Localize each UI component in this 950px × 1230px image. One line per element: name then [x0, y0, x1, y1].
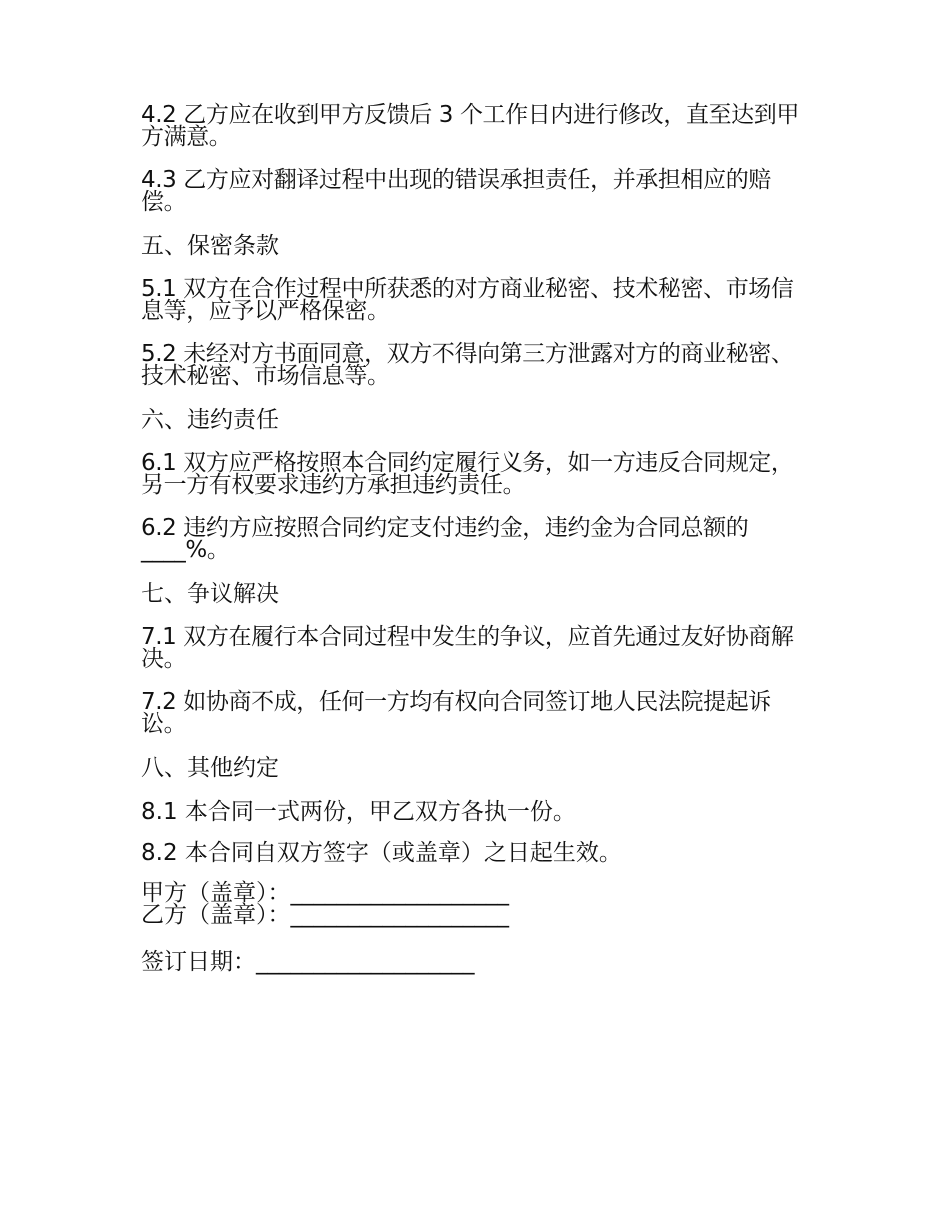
clause-5-2: 5.2 未经对方书面同意，双方不得向第三方泄露对方的商业秘密、技术秘密、市场信息等。 — [141, 341, 794, 389]
clause-6-2: 6.2 违约方应按照合同约定支付违约金，违约金为合同总额的____%。 — [141, 515, 749, 563]
section-heading-liability: 六、违约责任 — [141, 407, 279, 433]
signing-date-line: 签订日期：___________________ — [141, 949, 475, 975]
clause-6-1: 6.1 双方应严格按照本合同约定履行义务，如一方违反合同规定，另一方有权要求违约方承担违约责任。 — [141, 450, 794, 498]
clause-8-2: 8.2 本合同自双方签字（或盖章）之日起生效。 — [141, 840, 622, 866]
clause-4-3: 4.3 乙方应对翻译过程中出现的错误承担责任，并承担相应的赔偿。 — [141, 167, 771, 215]
section-heading-confidentiality: 五、保密条款 — [141, 233, 279, 259]
clause-4-2: 4.2 乙方应在收到甲方反馈后 3 个工作日内进行修改，直至达到甲方满意。 — [141, 102, 799, 150]
section-heading-dispute: 七、争议解决 — [141, 581, 279, 607]
clause-5-1: 5.1 双方在合作过程中所获悉的对方商业秘密、技术秘密、市场信息等，应予以严格保密。 — [141, 276, 794, 324]
party-a-signature-line: 甲方（盖章）：___________________ — [141, 880, 509, 906]
section-heading-other: 八、其他约定 — [141, 755, 279, 781]
signature-block — [141, 882, 806, 974]
party-b-signature-line: 乙方（盖章）：___________________ — [141, 902, 509, 928]
clause-7-2: 7.2 如协商不成，任何一方均有权向合同签订地人民法院提起诉讼。 — [141, 689, 771, 737]
clause-8-1: 8.1 本合同一式两份，甲乙双方各执一份。 — [141, 799, 576, 825]
clause-7-1: 7.1 双方在履行本合同过程中发生的争议，应首先通过友好协商解决。 — [141, 624, 794, 672]
contract-page — [141, 104, 806, 974]
